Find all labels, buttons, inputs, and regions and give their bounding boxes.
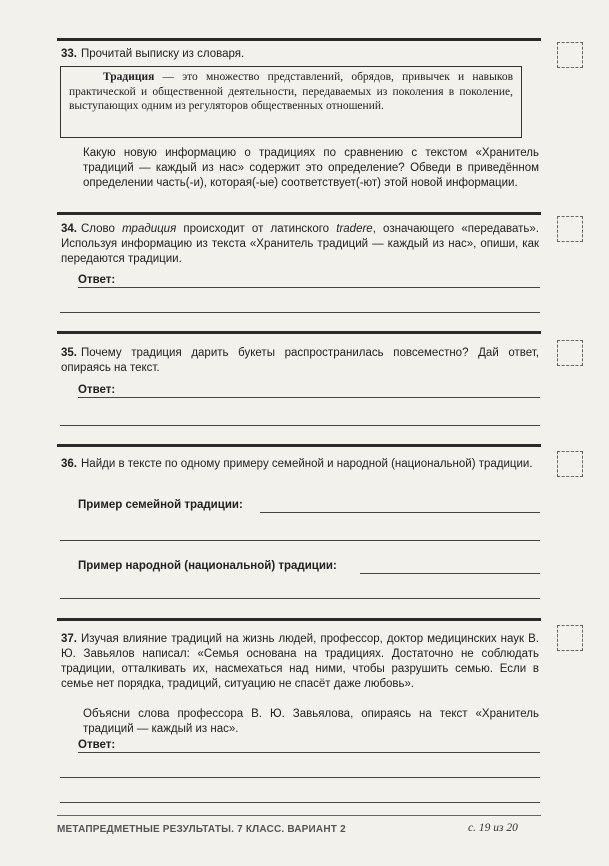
answer-blank-line[interactable]	[60, 802, 540, 803]
section-rule-37	[57, 618, 541, 621]
question-number: 33.	[61, 48, 77, 60]
italic-word: традиция	[122, 223, 177, 235]
definition-term: Традиция	[103, 71, 155, 83]
family-label: Пример семейной традиции:	[78, 499, 243, 511]
question-37	[61, 632, 539, 692]
definition-text: — это множество представлений, обрядов, привычек и навыков практической и общественной деятельности, передаваемых из поколения в поколение, выступающих одним из регуляторов общественных отношений.	[69, 71, 513, 112]
task-text: Объясни слова профессора В. Ю. Завьялова, опираясь на текст «Хранитель традиций — каждый из нас».	[83, 708, 539, 735]
answer-blank-line[interactable]	[60, 312, 540, 313]
question-text: происходит от латинского	[176, 223, 337, 235]
section-rule-35	[57, 331, 541, 334]
section-rule-36	[57, 444, 541, 447]
question-text: Почему традиция дарить букеты распространилась повсеместно? Дай ответ, опираясь на текст.	[61, 347, 539, 374]
footer-title: МЕТАПРЕДМЕТНЫЕ РЕЗУЛЬТАТЫ. 7 КЛАСС. ВАРИАНТ 2	[57, 824, 346, 835]
answer-blank-line[interactable]	[60, 598, 540, 599]
answer-blank-line[interactable]	[60, 777, 540, 778]
answer-label: Ответ:	[78, 384, 116, 396]
section-rule-34	[57, 212, 541, 215]
question-text: Слово	[81, 223, 123, 235]
answer-line-34[interactable]	[60, 274, 540, 288]
task-text: Какую новую информацию о традициях по сравнению с текстом «Хранитель традиций — каждый из нас» содержит это определение? Обведи в приведённом определении часть(-и), которая(-ые) соответствует(-ют) этой новой информации.	[83, 147, 539, 189]
answer-blank-line[interactable]	[60, 425, 540, 426]
question-number: 36.	[61, 458, 77, 470]
italic-word: tradere	[336, 223, 373, 235]
question-37-task	[61, 707, 539, 737]
score-box-33[interactable]	[557, 42, 583, 68]
score-box-34[interactable]	[557, 216, 583, 242]
score-box-37[interactable]	[557, 625, 583, 651]
question-text: Найди в тексте по одному примеру семейной и народной (национальной) традиции.	[81, 458, 533, 470]
answer-blank-line[interactable]	[60, 540, 540, 541]
question-34	[61, 222, 539, 267]
question-36	[61, 457, 539, 472]
footer-rule	[57, 815, 541, 816]
question-35	[61, 346, 539, 376]
question-prompt: Прочитай выписку из словаря.	[81, 48, 245, 60]
section-rule-33	[57, 38, 541, 41]
answer-label: Ответ:	[78, 739, 116, 751]
question-number: 35.	[61, 347, 77, 359]
question-33	[61, 47, 539, 62]
family-tradition-line[interactable]	[60, 499, 540, 513]
page-number: с. 19 из 20	[468, 822, 518, 834]
question-number: 34.	[61, 223, 77, 235]
score-box-36[interactable]	[557, 451, 583, 477]
answer-line-37[interactable]	[60, 739, 540, 753]
question-text: , означающего «передавать». Используя информацию из текста «Хранитель традиций — каждый из нас», опиши, как передаются традиции.	[61, 223, 539, 265]
question-number: 37.	[61, 633, 77, 645]
folk-label: Пример народной (национальной) традиции:	[78, 560, 337, 572]
answer-label: Ответ:	[78, 274, 116, 286]
question-33-task	[61, 146, 539, 191]
answer-line-35[interactable]	[60, 384, 540, 398]
folk-tradition-line[interactable]	[60, 560, 540, 574]
question-text: Изучая влияние традиций на жизнь людей, профессор, доктор медицинских наук В. Ю. Завьялов написал: «Семья основана на традициях. Достаточно не соблюдать традиции, отталкивать их, насмехаться над ними, чтобы разрушить семью. Если в семье нет порядка, традиций, ситуацию не спасёт даже любовь».	[61, 633, 539, 690]
dictionary-definition	[60, 66, 522, 138]
score-box-35[interactable]	[557, 340, 583, 366]
